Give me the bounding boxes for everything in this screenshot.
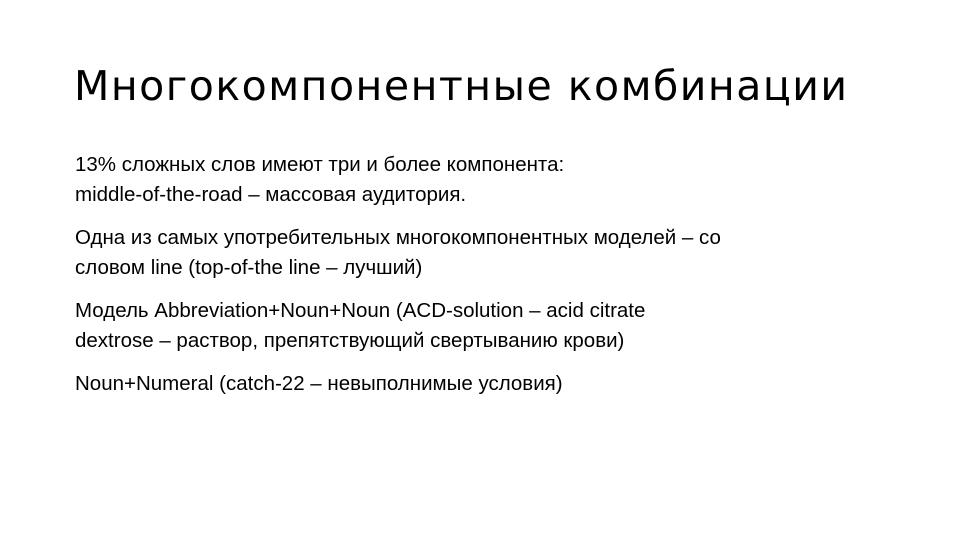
slide-body	[75, 150, 905, 399]
paragraph-abbreviation-model	[75, 296, 905, 356]
paragraph-line: Одна из самых употребительных многокомпонентных моделей – со	[75, 226, 721, 249]
paragraph-line: Noun+Numeral (catch-22 – невыполнимые условия)	[75, 372, 563, 395]
paragraph-line: middle-of-the-road – массовая аудитория.	[75, 183, 467, 206]
paragraph-compound-share	[75, 150, 905, 210]
paragraph-line: Модель Abbreviation+Noun+Noun (ACD-solution – acid citrate	[75, 299, 646, 322]
paragraph-line-model	[75, 223, 905, 283]
paragraph-line: dextrose – раствор, препятствующий свертыванию крови)	[75, 329, 625, 352]
slide-title: Многокомпонентные комбинации	[74, 62, 849, 110]
paragraph-numeral-model	[75, 369, 905, 399]
paragraph-line: словом line (top-of-the line – лучший)	[75, 256, 423, 279]
paragraph-line: 13% сложных слов имеют три и более компонента:	[75, 153, 565, 176]
